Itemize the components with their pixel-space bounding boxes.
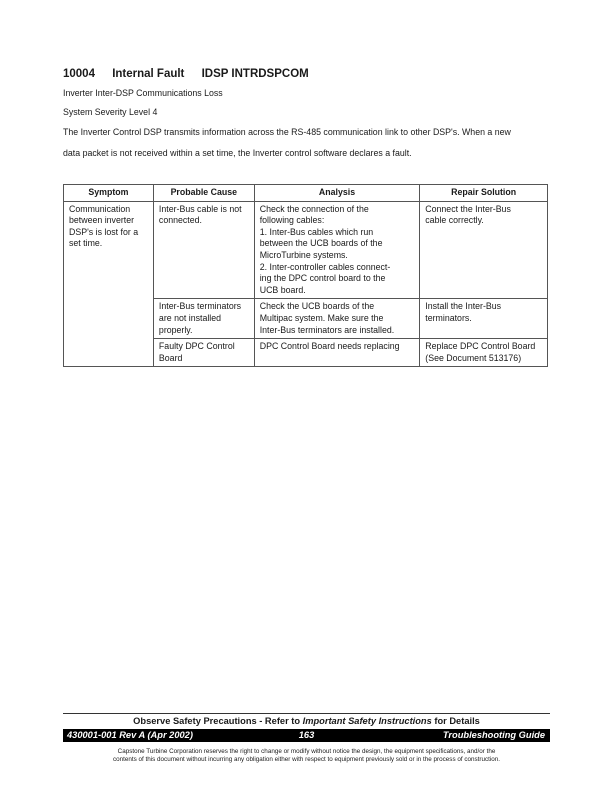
safety-notice <box>63 716 550 726</box>
description-line: data packet is not received within a set time, the Inverter control software declares a fault. <box>63 148 412 158</box>
analysis-cell <box>254 299 420 339</box>
header-repair-solution: Repair Solution <box>420 185 548 202</box>
fault-heading <box>63 68 309 80</box>
analysis-line: Multipac system. Make sure the <box>259 312 384 323</box>
fault-code: 10004 <box>63 68 95 80</box>
table-row <box>64 201 548 299</box>
page-number: 163 <box>298 730 315 740</box>
safety-suffix: for Details <box>431 716 480 726</box>
header-symptom: Symptom <box>64 185 154 202</box>
fault-mnemonic: IDSP INTRDSPCOM <box>201 68 309 80</box>
disclaimer-line: Capstone Turbine Corporation reserves the right to change or modify without notice the design, the equipment specifications, and/or the <box>117 748 496 755</box>
analysis-line: Inter-Bus terminators are installed. <box>259 324 395 335</box>
cause-cell <box>153 201 254 299</box>
analysis-line: 2. Inter-controller cables connect- <box>259 261 391 272</box>
analysis-line: 1. Inter-Bus cables which run <box>259 226 374 237</box>
document-revision: 430001-001 Rev A (Apr 2002) <box>67 730 193 740</box>
analysis-cell <box>254 201 420 299</box>
analysis-line: UCB board. <box>259 284 306 295</box>
solution-line: Replace DPC Control Board <box>425 341 536 352</box>
symptom-line: set time. <box>69 238 103 249</box>
solution-cell <box>420 201 548 299</box>
analysis-line: Check the connection of the <box>259 203 369 214</box>
footer-divider <box>63 713 550 714</box>
cause-line: Faulty DPC Control <box>158 341 235 352</box>
solution-line: Connect the Inter-Bus <box>425 203 511 214</box>
header-probable-cause: Probable Cause <box>153 185 254 202</box>
symptom-cell <box>64 201 154 367</box>
cause-line: Inter-Bus terminators <box>158 301 242 312</box>
guide-title: Troubleshooting Guide <box>442 730 545 740</box>
fault-subtitle: Inverter Inter-DSP Communications Loss <box>63 88 223 98</box>
analysis-line: following cables: <box>259 215 325 226</box>
cause-line: Board <box>158 352 183 363</box>
solution-line: terminators. <box>425 312 472 323</box>
solution-cell <box>420 299 548 339</box>
solution-line: Install the Inter-Bus <box>425 301 502 312</box>
severity-level: System Severity Level 4 <box>63 107 158 117</box>
cause-line: are not installed <box>158 312 222 323</box>
fault-name: Internal Fault <box>112 68 185 80</box>
footer-bar <box>63 729 550 742</box>
solution-cell <box>420 339 548 367</box>
analysis-line: DPC Control Board needs replacing <box>259 341 400 352</box>
table-header-row <box>64 185 548 202</box>
symptom-line: DSP's is lost for a <box>69 226 139 237</box>
cause-line: properly. <box>158 324 193 335</box>
cause-line: Inter-Bus cable is not <box>158 203 242 214</box>
analysis-line: ing the DPC control board to the <box>259 273 386 284</box>
troubleshooting-table <box>63 184 548 367</box>
cause-line: connected. <box>158 215 202 226</box>
analysis-line: MicroTurbine systems. <box>259 249 348 260</box>
header-analysis: Analysis <box>254 185 420 202</box>
analysis-line: between the UCB boards of the <box>259 238 383 249</box>
analysis-cell <box>254 339 420 367</box>
analysis-line: Check the UCB boards of the <box>259 301 375 312</box>
symptom-line: between inverter <box>69 215 135 226</box>
cause-cell <box>153 299 254 339</box>
solution-line: cable correctly. <box>425 215 484 226</box>
safety-prefix: Observe Safety Precautions - Refer to <box>133 716 303 726</box>
legal-disclaimer <box>63 748 550 765</box>
symptom-line: Communication <box>69 203 131 214</box>
solution-line: (See Document 513176) <box>425 352 522 363</box>
cause-cell <box>153 339 254 367</box>
safety-instructions-ref: Important Safety Instructions <box>302 716 432 726</box>
disclaimer-line: contents of this document without incurring any obligation either with respect to equipment previously sold or in the process of construction. <box>112 756 501 764</box>
description-line: The Inverter Control DSP transmits information across the RS-485 communication link to other DSP's. When a new <box>63 127 511 137</box>
fault-description <box>63 122 553 164</box>
